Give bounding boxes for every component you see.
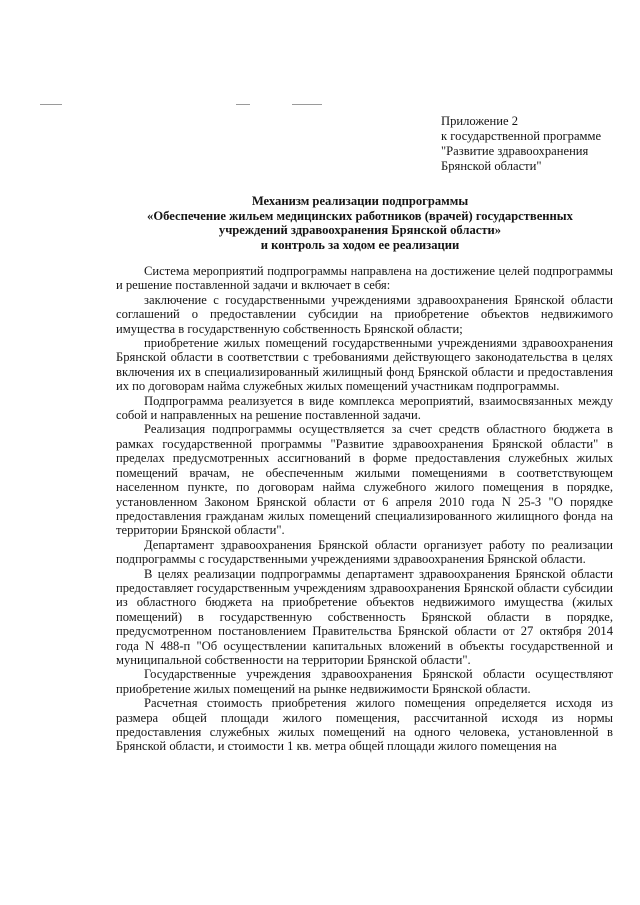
document-body [116,264,613,754]
scan-artifact-line [292,104,322,105]
paragraph: Подпрограмма реализуется в виде комплекса мероприятий, взаимосвязанных между собой и направленных на решение поставленной задачи. [116,393,613,423]
paragraph: Департамент здравоохранения Брянской области организует работу по реализации подпрограммы с государственными учреждениями здравоохранения Брянской области. [116,537,613,567]
paragraph: Система мероприятий подпрограммы направлена на достижение целей подпрограммы и решение поставленной задачи и включает в себя: [116,264,613,293]
scan-artifact-line [40,104,62,105]
appendix-note [441,114,631,174]
title-line: Механизм реализации подпрограммы [251,194,469,208]
appendix-line: Брянской области" [441,159,542,173]
appendix-line: к государственной программе [441,129,602,143]
appendix-line: "Развитие здравоохранения [441,144,589,158]
paragraph: приобретение жилых помещений государственными учреждениями здравоохранения Брянской области в соответствии с требованиями действующего законодательства в целях включения их в специализированный жилищный фонд Брянской области и предоставления их по договорам найма служебных жилых помещений участникам подпрограммы. [116,336,613,394]
appendix-line: Приложение 2 [441,114,519,128]
title-line: «Обеспечение жильем медицинских работников (врачей) государственных [147,208,573,223]
paragraph: В целях реализации подпрограммы департамент здравоохранения Брянской области предоставляет государственным учреждениям здравоохранения Брянской области субсидии из областного бюджета на приобретение объектов недвижимого имущества (жилых помещений) в государственную собственность Брянской области в порядке, предусмотренном постановлением Правительства Брянской области от 27 октября 2014 года N 488-п "Об осуществлении капитальных вложений в объекты государственной и муниципальной собственности на территории Брянской области". [116,566,613,667]
paragraph: Реализация подпрограммы осуществляется за счет средств областного бюджета в рамках государственной программы "Развитие здравоохранения Брянской области" в пределах предусмотренных ассигнований в форме предоставления служебных жилых помещений врачам, не обеспеченным жилыми помещениями в соответствующем населенном пункте, по договорам найма служебного жилого помещения в порядке, установленном Законом Брянской области от 6 апреля 2010 года N 25-З "О порядке предоставления гражданам жилых помещений специализированного жилищного фонда на территории Брянской области". [116,422,613,538]
title-line: учреждений здравоохранения Брянской области» [218,223,502,238]
paragraph: Государственные учреждения здравоохранения Брянской области осуществляют приобретение жилых помещений на рынке недвижимости Брянской области. [116,667,613,696]
paragraph: заключение с государственными учреждениями здравоохранения Брянской области соглашений о предоставлении субсидии на приобретение объектов недвижимого имущества в государственную собственность Брянской области; [116,292,613,336]
scan-artifact-line [236,104,250,105]
document-title [112,194,608,252]
title-line: и контроль за ходом ее реализации [260,237,460,252]
paragraph: Расчетная стоимость приобретения жилого помещения определяется исходя из размера общей площади жилого помещения, рассчитанной исходя из нормы предоставления служебных жилых помещений на одного человека, установленной в Брянской области, и стоимости 1 кв. метра общей площади жилого помещения на [116,696,613,754]
